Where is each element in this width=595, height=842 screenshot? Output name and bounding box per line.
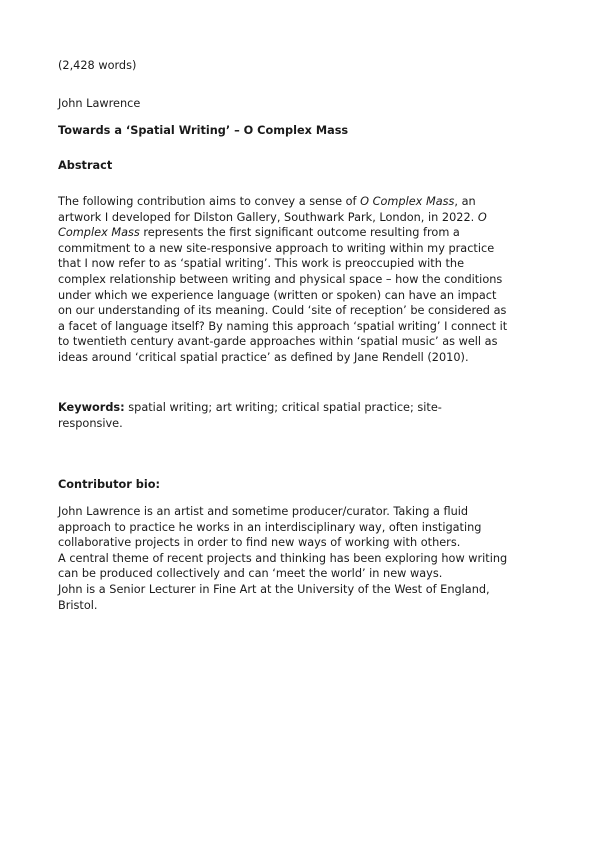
abstract-line: complex relationship between writing and physical space – how the conditions [58, 272, 503, 286]
abstract-line: Complex Mass represents the first significant outcome resulting from a [58, 226, 460, 240]
abstract-line: The following contribution aims to convey a sense of O Complex Mass, an [58, 195, 476, 208]
bio-line: Bristol. [58, 598, 98, 612]
bio-line: collaborative projects in order to find new ways of working with others. [58, 536, 461, 550]
keywords [58, 400, 538, 431]
abstract-line: on our understanding of its meaning. Could ‘site of reception’ be considered as [58, 304, 507, 318]
keywords-label: Keywords: [58, 401, 125, 414]
bio-line: John is a Senior Lecturer in Fine Art at the University of the West of England, [58, 582, 490, 596]
word-count: (2,428 words) [58, 59, 137, 72]
bio-line: approach to practice he works in an interdisciplinary way, often instigating [58, 520, 482, 534]
abstract-line: ideas around ‘critical spatial practice’ as defined by Jane Rendell (2010). [58, 350, 469, 364]
abstract-line: under which we experience language (written or spoken) can have an impact [58, 288, 497, 302]
bio-line: A central theme of recent projects and thinking has been exploring how writing [58, 551, 508, 565]
bio-heading: Contributor bio: [58, 478, 160, 491]
abstract-body [58, 194, 538, 366]
bio-line: can be produced collectively and can ‘meet the world’ in new ways. [58, 567, 443, 581]
paper-title: Towards a ‘Spatial Writing’ – O Complex Mass [58, 124, 349, 137]
abstract-line: commitment to a new site-responsive approach to writing within my practice [58, 241, 495, 255]
bio-line: John Lawrence is an artist and sometime producer/curator. Taking a fluid [58, 505, 469, 518]
author-name: John Lawrence [58, 97, 141, 110]
abstract-heading: Abstract [58, 159, 113, 172]
bio-body [58, 504, 538, 613]
abstract-line: that I now refer to as ‘spatial writing’. This work is preoccupied with the [58, 257, 465, 271]
keywords-line: Keywords: spatial writing; art writing; critical spatial practice; site- [58, 401, 442, 414]
keywords-line: responsive. [58, 416, 123, 430]
abstract-line: a facet of language itself? By naming this approach ‘spatial writing’ I connect it [58, 319, 508, 333]
abstract-line: artwork I developed for Dilston Gallery, Southwark Park, London, in 2022. O [58, 210, 487, 224]
abstract-line: to twentieth century avant-garde approaches within ‘spatial music’ as well as [58, 335, 498, 349]
